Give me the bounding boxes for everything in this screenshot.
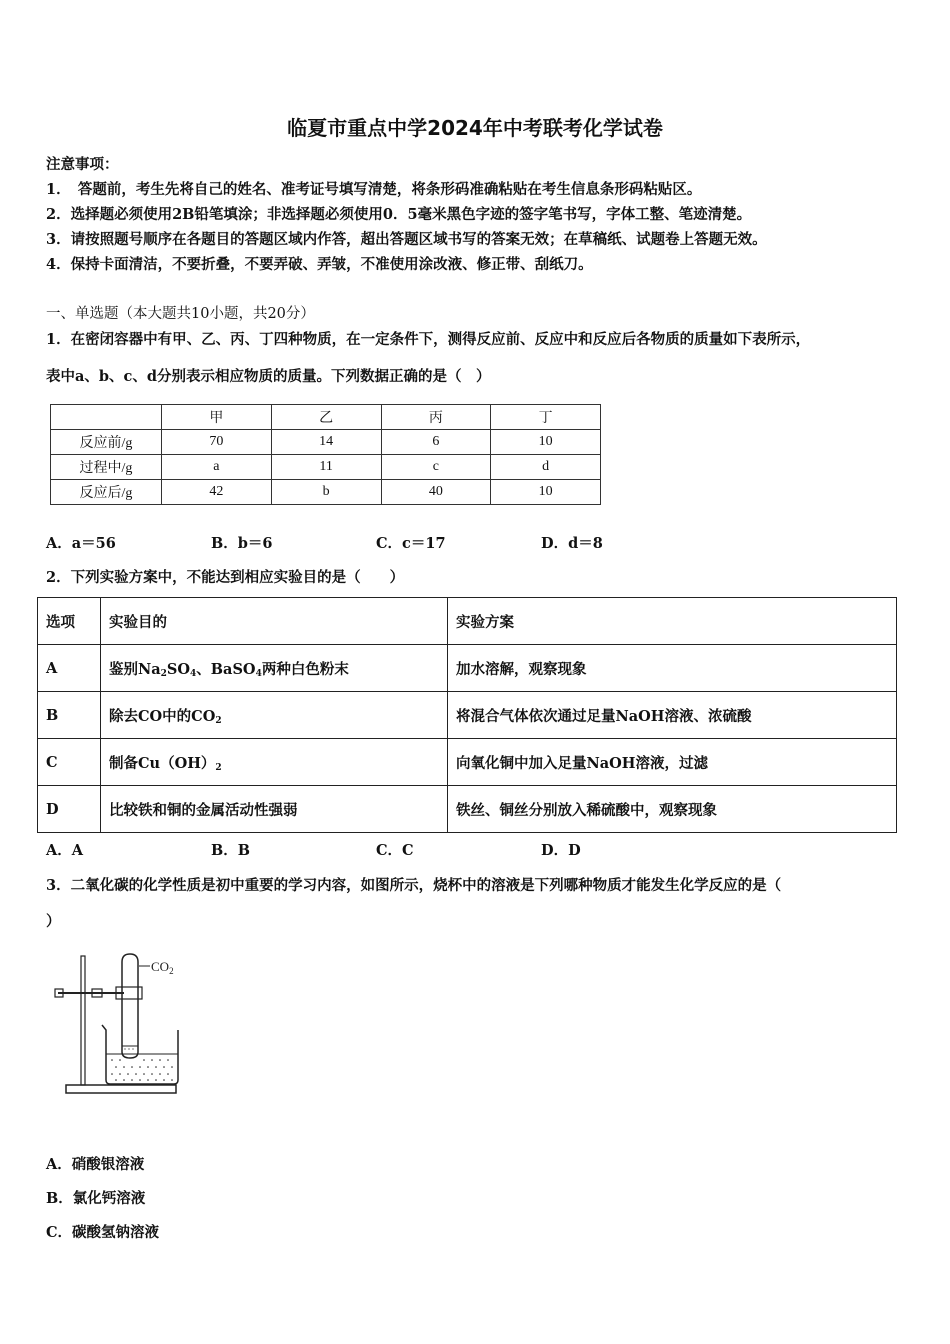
table-cell: b (271, 480, 381, 505)
table-cell: c (381, 455, 491, 480)
subscript: 4 (190, 668, 197, 679)
table-row (38, 645, 897, 692)
table-cell: 将混合气体依次通过足量NaOH溶液、浓硫酸 (448, 692, 897, 739)
co2-label: $CO_2$ (151, 959, 174, 976)
option-b[interactable]: B．b＝6 (211, 535, 273, 552)
table-cell: 选项 (38, 598, 101, 645)
option-d[interactable]: D．D (541, 842, 581, 859)
table-cell: a (162, 455, 272, 480)
table-cell: D (38, 786, 101, 833)
question-2-table (37, 597, 897, 833)
notice-heading: 注意事项： (46, 156, 119, 173)
notice-item: 4．保持卡面清洁，不要折叠，不要弄破、弄皱，不准使用涂改液、修正带、刮纸刀。 (46, 256, 593, 273)
table-cell: 反应后/g (51, 480, 162, 505)
question-3-option-b[interactable]: B．氯化钙溶液 (46, 1190, 146, 1207)
text-part: 除去CO中的CO (109, 707, 216, 725)
notice-item: 1． 答题前，考生先将自己的姓名、准考证号填写清楚，将条形码准确粘贴在考生信息条形码粘贴区。 (46, 181, 702, 198)
table-cell: 反应前/g (51, 430, 162, 455)
stand-rod (81, 956, 85, 1085)
solution-dots (111, 1059, 173, 1081)
table-cell: A (38, 645, 101, 692)
notice-item: 2．选择题必须使用2B铅笔填涂；非选择题必须使用0．5毫米黑色字迹的签字笔书写，字体工整、笔迹清楚。 (46, 206, 752, 223)
text-part: 鉴别Na (109, 660, 161, 678)
question-1-table (50, 404, 601, 505)
test-tube (122, 954, 138, 1058)
table-cell: 14 (271, 430, 381, 455)
text-part: 制备Cu（OH） (109, 754, 216, 772)
table-row (38, 692, 897, 739)
question-2-options (46, 839, 706, 860)
stand-base (66, 1085, 176, 1093)
table-cell: 70 (162, 430, 272, 455)
page-title: 临夏市重点中学2024年中考联考化学试卷 (287, 116, 663, 140)
table-cell (101, 692, 448, 739)
subscript: 2 (215, 715, 222, 726)
table-cell (101, 739, 448, 786)
subscript: 2 (160, 668, 167, 679)
table-cell: 加水溶解，观察现象 (448, 645, 897, 692)
question-1-options (46, 532, 706, 553)
table-cell: 40 (381, 480, 491, 505)
question-3-stem-cont: ） (46, 913, 61, 930)
table-cell: 甲 (162, 405, 272, 430)
option-d[interactable]: D．d＝8 (541, 535, 603, 552)
subscript: 2 (215, 762, 222, 773)
table-cell (101, 645, 448, 692)
table-cell: 丙 (381, 405, 491, 430)
table-cell: C (38, 739, 101, 786)
option-c[interactable]: C．C (376, 842, 414, 859)
table-row (51, 480, 601, 505)
co2-apparatus-figure (52, 950, 202, 1100)
table-cell: 实验目的 (101, 598, 448, 645)
table-cell: 向氧化铜中加入足量NaOH溶液，过滤 (448, 739, 897, 786)
question-3-option-a[interactable]: A．硝酸银溶液 (46, 1156, 145, 1173)
table-cell: 6 (381, 430, 491, 455)
table-cell: 过程中/g (51, 455, 162, 480)
table-cell: d (491, 455, 601, 480)
section-heading: 一、单选题（本大题共10小题，共20分） (46, 306, 315, 322)
subscript: 4 (255, 668, 262, 679)
table-cell: 乙 (271, 405, 381, 430)
text-part: SO (166, 660, 191, 678)
table-cell: 10 (491, 430, 601, 455)
question-1-stem-cont: 表中a、b、c、d分别表示相应物质的质量。下列数据正确的是（ ） (46, 368, 491, 385)
text-part: 、BaSO (196, 660, 256, 678)
notice-item: 3．请按照题号顺序在各题目的答题区域内作答，超出答题区域书写的答案无效；在草稿纸、试题卷上答题无效。 (46, 231, 767, 248)
table-cell: 实验方案 (448, 598, 897, 645)
table-row (51, 455, 601, 480)
option-c[interactable]: C．c＝17 (376, 535, 446, 552)
table-header-row (38, 598, 897, 645)
table-cell: 比较铁和铜的金属活动性强弱 (101, 786, 448, 833)
table-header-row (51, 405, 601, 430)
table-cell: 10 (491, 480, 601, 505)
table-cell (51, 405, 162, 430)
table-cell: 铁丝、铜丝分别放入稀硫酸中，观察现象 (448, 786, 897, 833)
option-a[interactable]: A．a＝56 (46, 535, 116, 552)
option-a[interactable]: A．A (46, 842, 84, 859)
table-row (38, 786, 897, 833)
text-part: 两种白色粉末 (261, 660, 349, 678)
question-3-stem: 3．二氧化碳的化学性质是初中重要的学习内容，如图所示，烧杯中的溶液是下列哪种物质才能发生化学反应的是（ (46, 877, 782, 894)
question-1-stem: 1．在密闭容器中有甲、乙、丙、丁四种物质，在一定条件下，测得反应前、反应中和反应后各物质的质量如下表所示， (46, 331, 811, 348)
table-cell: B (38, 692, 101, 739)
table-cell: 丁 (491, 405, 601, 430)
question-2-stem: 2．下列实验方案中，不能达到相应实验目的是（ ） (46, 569, 405, 586)
table-cell: 11 (271, 455, 381, 480)
table-row (38, 739, 897, 786)
option-b[interactable]: B．B (211, 842, 251, 859)
table-row (51, 430, 601, 455)
table-cell: 42 (162, 480, 272, 505)
question-3-option-c[interactable]: C．碳酸氢钠溶液 (46, 1224, 160, 1241)
